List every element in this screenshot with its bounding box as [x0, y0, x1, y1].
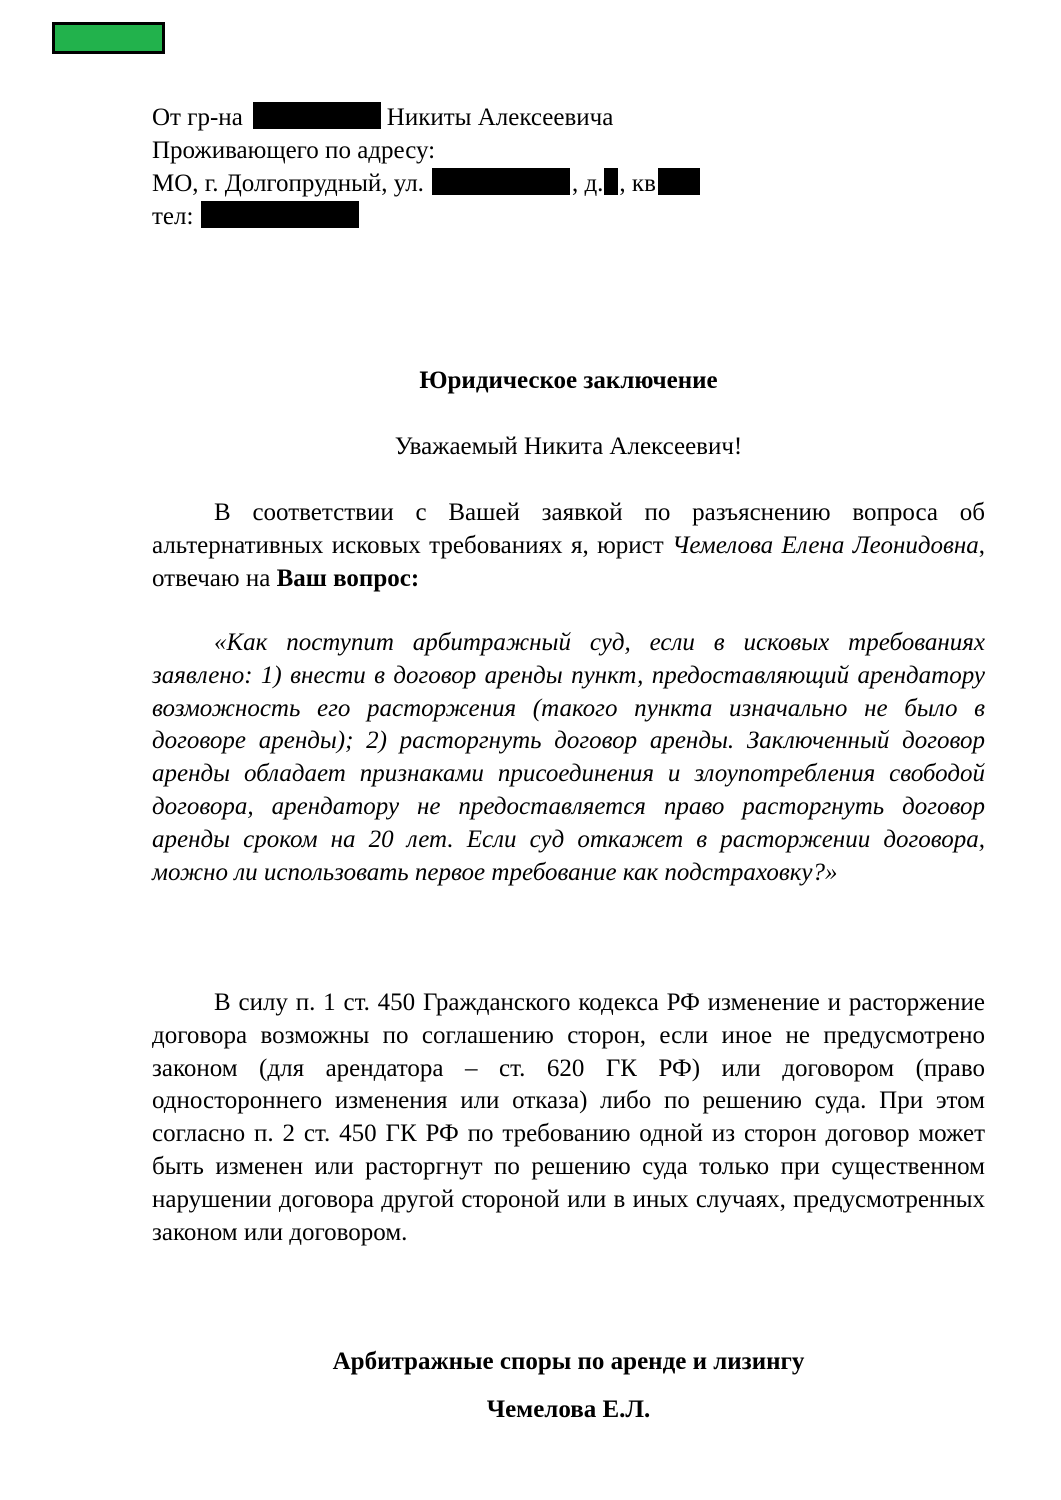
- sender-address-line: [152, 167, 700, 200]
- question-paragraph: «Как поступит арбитражный суд, если в исковых требованиях заявлено: 1) внести в договор аренды пункт, предоставляющий арендатору возможность его расторжения (такого пункта изначально не было в договоре аренды); 2) расторгнуть договор аренды. Заключенный договор аренды обладает признаками присоединения и злоупотребления свободой договора, арендатору не предоставляется право расторгнуть договор аренды сроком на 20 лет. Если суд откажет в расторжении договора, можно ли использовать первое требование как подстраховку?»: [152, 629, 985, 886]
- lawyer-name: Чемелова Елена Леонидовна: [672, 531, 979, 559]
- sender-address-label: Проживающего по адресу:: [152, 137, 436, 164]
- sender-prefix: От гр-на: [152, 104, 243, 131]
- sender-phone-label: тел:: [152, 203, 194, 230]
- sender-name-line: [152, 101, 700, 134]
- sender-phone-line: [152, 200, 700, 233]
- footer-author: Чемелова Е.Л.: [486, 1396, 651, 1423]
- sender-flat-label: , кв: [619, 170, 656, 197]
- document-title: Юридическое заключение: [419, 367, 718, 394]
- sender-block: [152, 101, 700, 233]
- sender-city: МО, г. Долгопрудный, ул.: [152, 170, 424, 197]
- redacted-surname: [253, 102, 381, 129]
- question-label: Ваш вопрос:: [276, 564, 420, 592]
- sender-name: Никиты Алексеевича: [386, 104, 614, 131]
- answer-paragraph: В силу п. 1 ст. 450 Гражданского кодекса РФ изменение и расторжение договора возможны по соглашению сторон, если иное не предусмотрено законом (для арендатора – ст. 620 ГК РФ) или договором (право одностороннего изменения или отказа) либо по решению суда. При этом согласно п. 2 ст. 450 ГК РФ по требованию одной из сторон договор может быть изменен или расторгнут по решению суда только при существенном нарушении договора другой стороной или в иных случаях, предусмотренных законом или договором.: [152, 989, 985, 1246]
- redacted-street: [432, 168, 570, 195]
- redacted-house: [604, 168, 618, 195]
- intro-paragraph: [152, 497, 985, 595]
- greeting: Уважаемый Никита Алексеевич!: [394, 433, 743, 460]
- green-marker-block: [52, 22, 165, 54]
- intro-text-before: В соответствии с Вашей заявкой по разъяснению вопроса об альтернативных исковых требованиях я, юрист: [152, 499, 985, 559]
- sender-house-label: , д.: [571, 170, 604, 197]
- redacted-phone: [201, 201, 359, 228]
- redacted-flat: [658, 168, 700, 195]
- footer-service-name: Арбитражные споры по аренде и лизингу: [332, 1348, 805, 1375]
- intro-text-after: , отвечаю на: [152, 531, 985, 592]
